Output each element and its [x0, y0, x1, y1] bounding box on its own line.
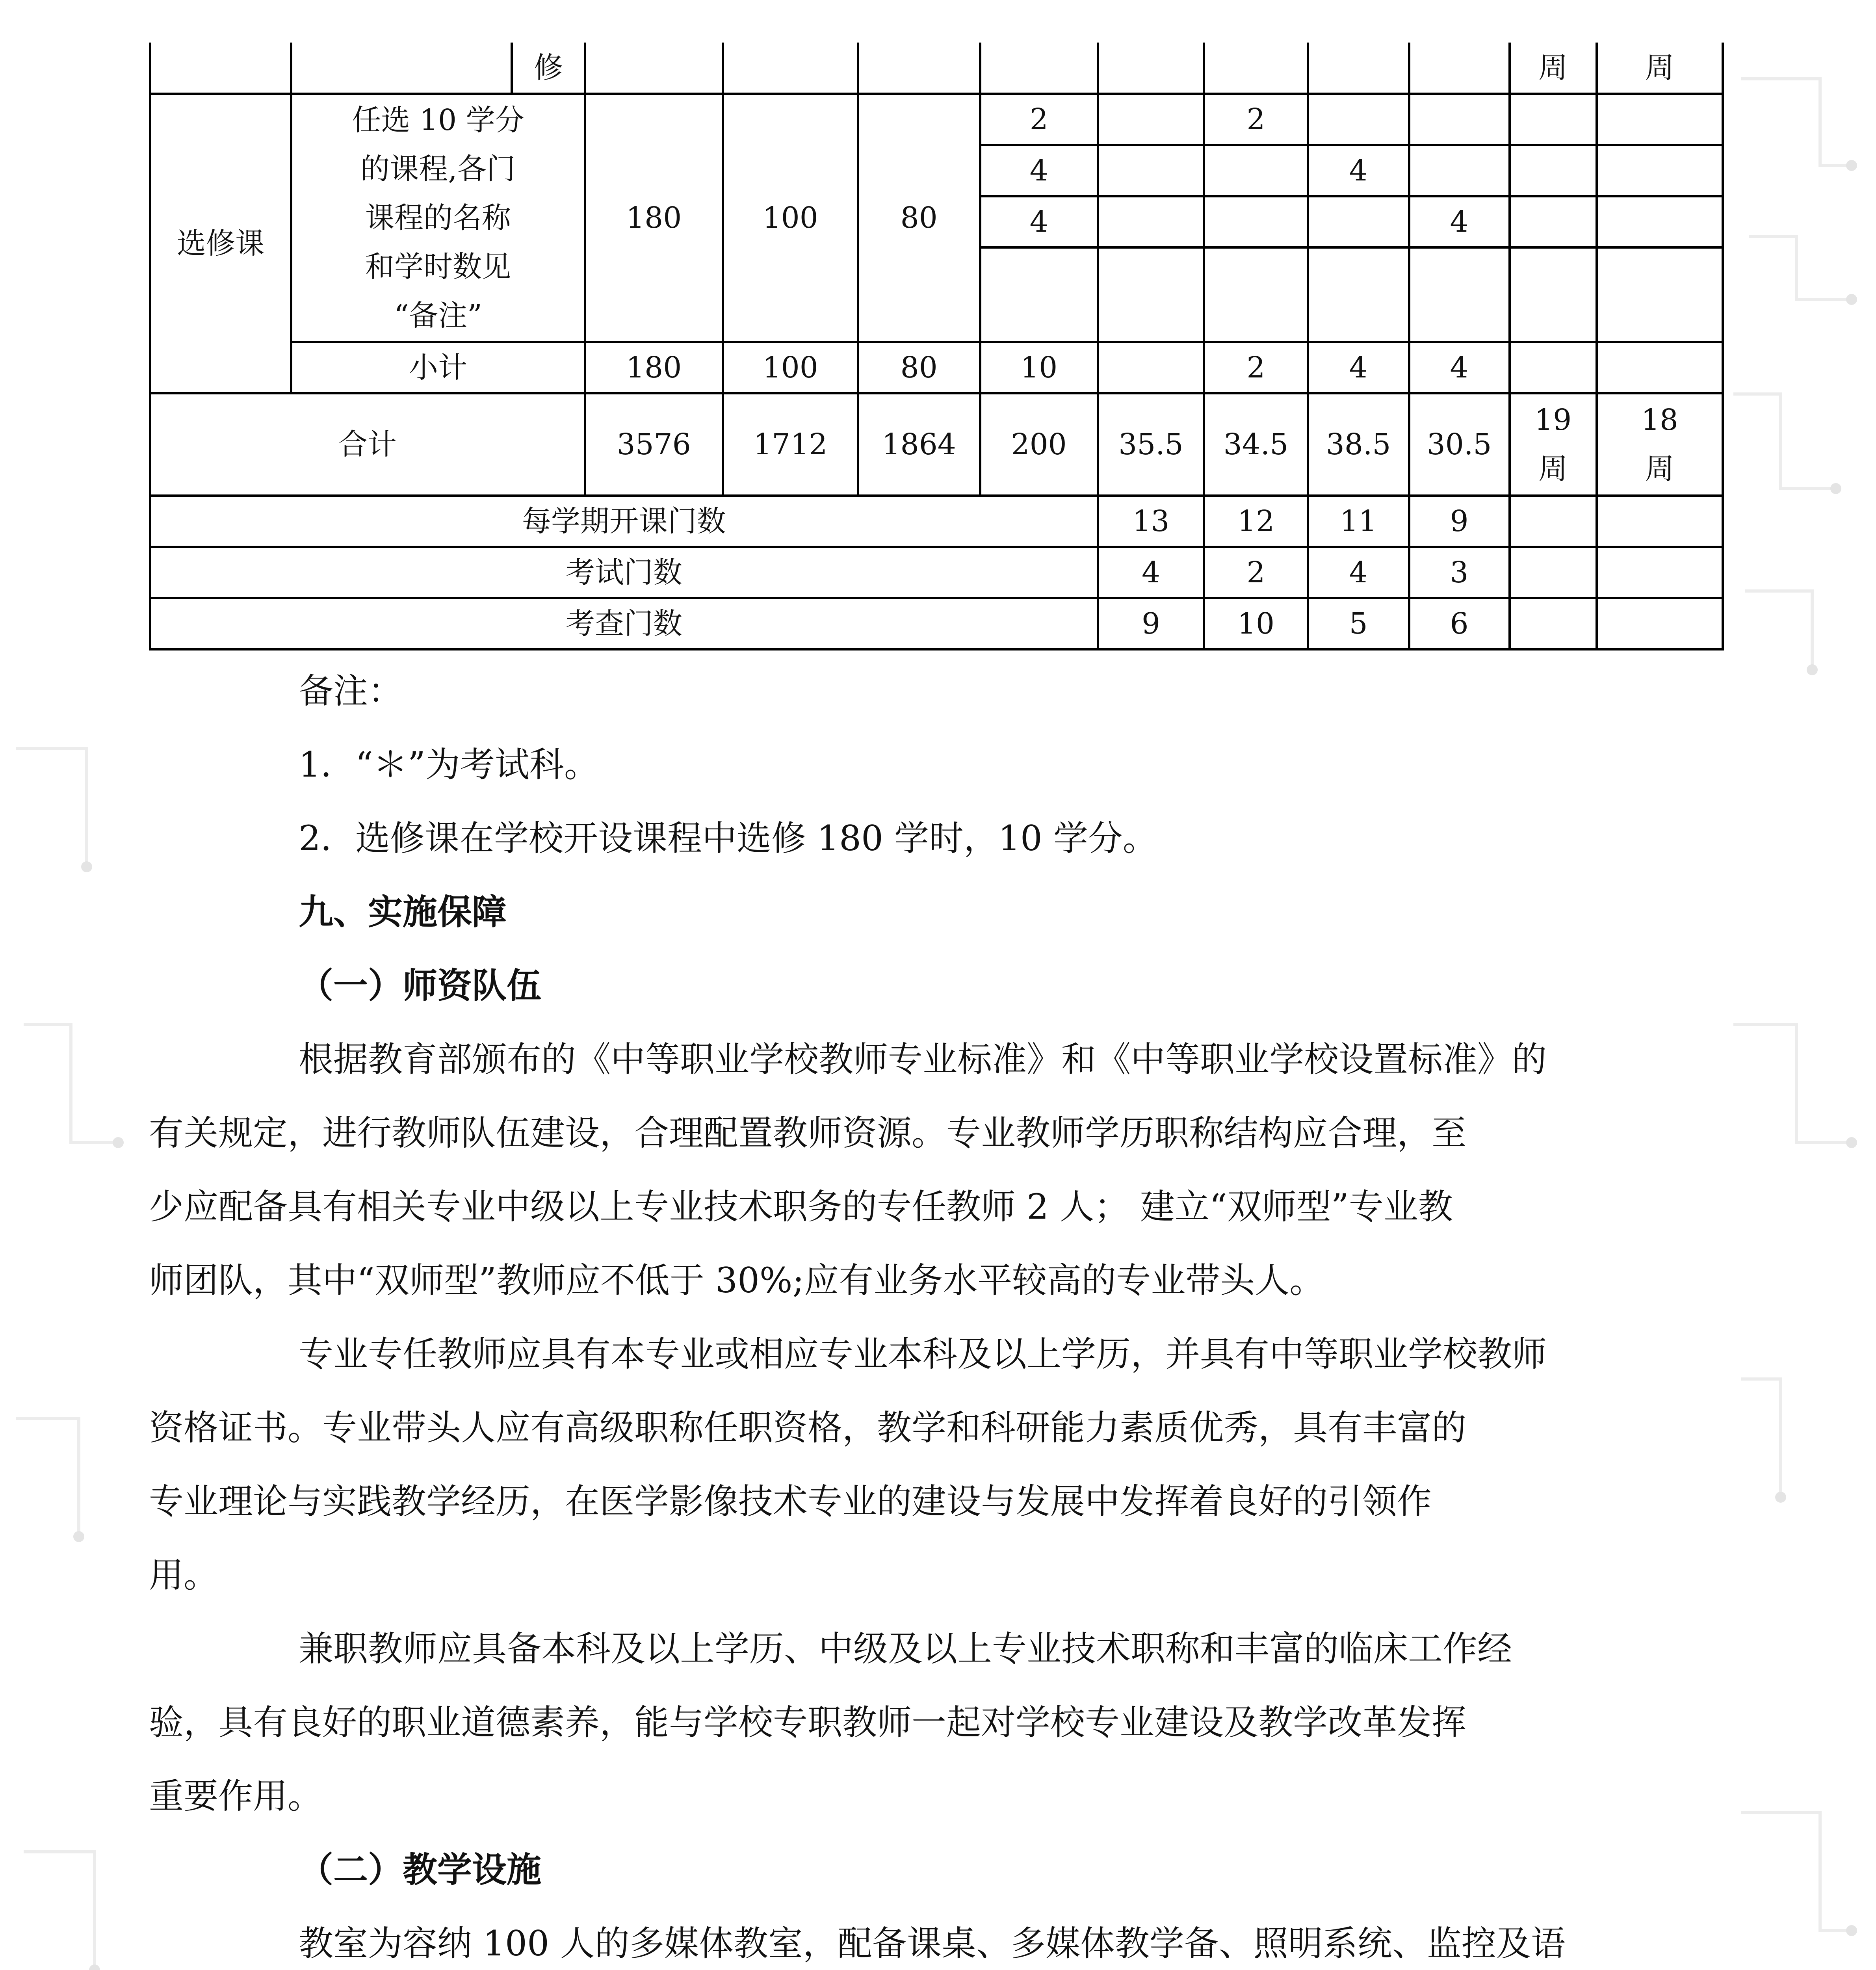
- table-cell: 10: [1204, 598, 1308, 649]
- table-cell: [1204, 43, 1308, 94]
- table-cell: [980, 247, 1098, 342]
- table-cell: 4: [1409, 196, 1510, 247]
- summary-label-cell: 考查门数: [150, 598, 1098, 649]
- table-cell: [1204, 145, 1308, 196]
- table-cell: 200: [980, 393, 1098, 496]
- table-cell: [1597, 393, 1723, 496]
- paragraph-line: 专业专任教师应具有本专业或相应专业本科及以上学历，并具有中等职业学校教师: [299, 1334, 1547, 1374]
- table-cell: 13: [1098, 496, 1204, 547]
- table-cell: [150, 43, 291, 94]
- table-cell: [1510, 94, 1597, 145]
- table-cell: 1712: [723, 393, 858, 496]
- table-row-summary: [150, 598, 1723, 649]
- table-cell: 4: [980, 196, 1098, 247]
- table-cell: [1510, 598, 1597, 649]
- notes-line: 课程的名称: [365, 201, 511, 235]
- elective-notes-cell: [291, 94, 585, 342]
- table-cell: 80: [858, 342, 980, 393]
- table-cell: [1597, 342, 1723, 393]
- paragraph-line: 少应配备具有相关专业中级以上专业技术职务的专任教师 2 人； 建立“双师型”专业教: [149, 1186, 1453, 1227]
- table-cell: [1098, 196, 1204, 247]
- notes-line: 的课程,各门: [360, 152, 516, 186]
- table-cell: 4: [1098, 547, 1204, 598]
- table-cell: [1510, 496, 1597, 547]
- table-cell: 修: [512, 43, 585, 94]
- table-cell: [1510, 247, 1597, 342]
- paragraph-line: 根据教育部颁布的《中等职业学校教师专业标准》和《中等职业学校设置标准》的: [299, 1039, 1547, 1080]
- paragraph-line: 有关规定，进行教师队伍建设，合理配置教师资源。专业教师学历职称结构应合理，至: [149, 1113, 1467, 1153]
- paragraph-line: 师团队，其中“双师型”教师应不低于 30%;应有业务水平较高的专业带头人。: [149, 1260, 1324, 1301]
- paragraph-line: 1．“＊”为考试科。: [299, 744, 599, 785]
- table-cell: 周: [1597, 43, 1723, 94]
- table-cell: [858, 43, 980, 94]
- table-cell: 6: [1409, 598, 1510, 649]
- table-cell: [1308, 94, 1409, 145]
- paragraph-line: 资格证书。专业带头人应有高级职称任职资格，教学和科研能力素质优秀，具有丰富的: [149, 1407, 1467, 1448]
- table-row-top: [150, 43, 1723, 94]
- table-cell: 2: [1204, 547, 1308, 598]
- table-cell: [1510, 196, 1597, 247]
- table-cell: 34.5: [1204, 393, 1308, 496]
- table-cell: 100: [723, 94, 858, 342]
- table-cell: [585, 43, 723, 94]
- notes-line: “备注”: [394, 299, 482, 333]
- table-row-summary: [150, 547, 1723, 598]
- table-cell: [1098, 43, 1204, 94]
- paragraph-line: 重要作用。: [149, 1776, 323, 1816]
- table-cell: 5: [1308, 598, 1409, 649]
- table-cell: [1204, 247, 1308, 342]
- table-cell: 35.5: [1098, 393, 1204, 496]
- subtotal-label-cell: 小计: [291, 342, 585, 393]
- table-cell: 2: [1204, 342, 1308, 393]
- table-cell: 38.5: [1308, 393, 1409, 496]
- table-cell: 80: [858, 94, 980, 342]
- table-cell: [1098, 247, 1204, 342]
- notes-line: 和学时数见: [365, 250, 511, 284]
- table-cell: [1409, 94, 1510, 145]
- table-cell: 100: [723, 342, 858, 393]
- table-cell: 2: [1204, 94, 1308, 145]
- table-cell: [291, 43, 512, 94]
- table-cell: 180: [585, 342, 723, 393]
- section-heading: 九、实施保障: [299, 891, 507, 932]
- table-cell: [1510, 342, 1597, 393]
- table-row-total: [150, 393, 1723, 496]
- table-cell: [1510, 393, 1597, 496]
- table-cell: [1510, 145, 1597, 196]
- weeks-number: 19: [1534, 403, 1572, 437]
- table-cell: [1308, 43, 1409, 94]
- subsection-heading: （二）教学设施: [299, 1849, 542, 1890]
- summary-label-cell: 考试门数: [150, 547, 1098, 598]
- paragraph-line: 2．选修课在学校开设课程中选修 180 学时，10 学分。: [299, 818, 1157, 859]
- table-cell: [723, 43, 858, 94]
- table-cell: 11: [1308, 496, 1409, 547]
- table-cell: 180: [585, 94, 723, 342]
- table-cell: 2: [980, 94, 1098, 145]
- table-row-subtotal: [150, 342, 1723, 393]
- table-cell: 10: [980, 342, 1098, 393]
- table-cell: 4: [1308, 342, 1409, 393]
- table-cell: 3576: [585, 393, 723, 496]
- table-cell: [1204, 196, 1308, 247]
- weeks-unit: 周: [1645, 452, 1674, 486]
- table-cell: [1510, 547, 1597, 598]
- table-cell: [1098, 94, 1204, 145]
- table-cell: [1597, 496, 1723, 547]
- table-cell: 9: [1098, 598, 1204, 649]
- body-text: [149, 654, 1724, 1970]
- table-cell: [1098, 145, 1204, 196]
- table-cell: 4: [1308, 547, 1409, 598]
- table-cell: [1409, 247, 1510, 342]
- table-cell: 4: [980, 145, 1098, 196]
- table-cell: 9: [1409, 496, 1510, 547]
- table-cell: 30.5: [1409, 393, 1510, 496]
- paragraph-line: 专业理论与实践教学经历，在医学影像技术专业的建设与发展中发挥着良好的引领作: [149, 1481, 1432, 1522]
- table-cell: 4: [1308, 145, 1409, 196]
- table-cell: 1864: [858, 393, 980, 496]
- paragraph-line: 兼职教师应具备本科及以上学历、中级及以上专业技术职称和丰富的临床工作经: [299, 1628, 1512, 1669]
- table-row-summary: [150, 496, 1723, 547]
- total-label-cell: 合计: [150, 393, 585, 496]
- summary-label-cell: 每学期开课门数: [150, 496, 1098, 547]
- weeks-number: 18: [1641, 403, 1678, 437]
- table-cell: 3: [1409, 547, 1510, 598]
- table-cell: [1597, 196, 1723, 247]
- paragraph-line: 教室为容纳 100 人的多媒体教室，配备课桌、多媒体教学备、照明系统、监控及语: [299, 1923, 1566, 1964]
- table-cell: [1098, 342, 1204, 393]
- table-cell: [1308, 247, 1409, 342]
- table-cell: [980, 43, 1098, 94]
- table-cell: [1409, 145, 1510, 196]
- curriculum-table: [149, 43, 1724, 650]
- table-cell: [1308, 196, 1409, 247]
- table-cell: 4: [1409, 342, 1510, 393]
- table-cell: [1597, 145, 1723, 196]
- table-cell: 12: [1204, 496, 1308, 547]
- paragraph-line: 用。: [149, 1555, 219, 1595]
- table-cell: [1597, 598, 1723, 649]
- table-cell: [1409, 43, 1510, 94]
- weeks-unit: 周: [1538, 452, 1568, 486]
- paragraph-line: 备注：: [299, 671, 403, 711]
- table-row-elective: [150, 94, 1723, 145]
- table-cell: [1597, 247, 1723, 342]
- table-cell: [1597, 547, 1723, 598]
- table-cell: [1597, 94, 1723, 145]
- subsection-heading: （一）师资队伍: [299, 965, 542, 1006]
- table-cell: 周: [1510, 43, 1597, 94]
- notes-line: 任选 10 学分: [352, 103, 524, 137]
- paragraph-line: 验，具有良好的职业道德素养，能与学校专职教师一起对学校专业建设及教学改革发挥: [149, 1702, 1467, 1743]
- elective-label-cell: 选修课: [150, 94, 291, 393]
